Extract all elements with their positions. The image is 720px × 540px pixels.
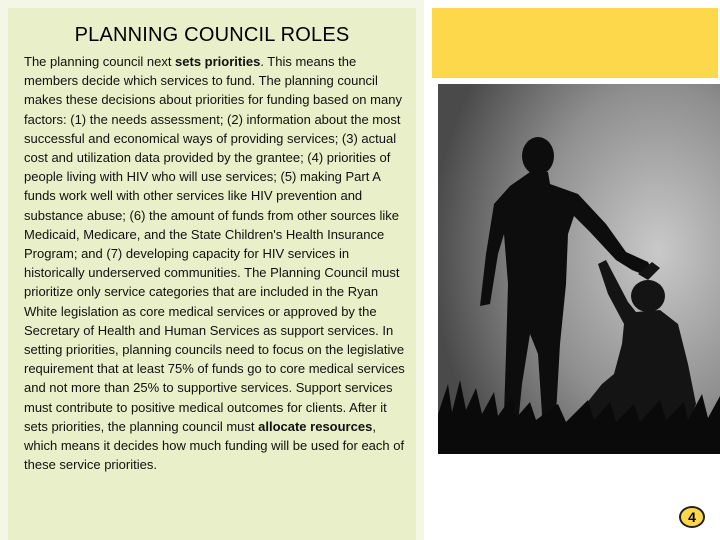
accent-block xyxy=(432,8,718,78)
helping-hand-silhouette-image xyxy=(438,84,720,454)
body-text-part-2: . This means the members decide which services to fund. The planning council makes these decisions about priorities for funding based on many factors: (1) the needs assessment; (2) information about the most successful and economical ways of providing services; (3) actual cost and utilization data provided by the grantee; (4) priorities of people living with HIV who will use services; (5) making Part A funds work well with other services like HIV prevention and substance abuse; (6) the amount of funds from other sources like Medicaid, Medicare, and the State Children's Health Insurance Program; and (7) developing capacity for HIV services in historically underserved communities. The Planning Council must prioritize only service categories that are included in the Ryan White legislation as core medical services or approved by the Secretary of Health and Human Services as support services. In setting priorities, planning councils need to focus on the legislative requirement that at least 75% of funds go to core medical services and not more than 25% to supportive services. Support services must contribute to positive medical outcomes for clients. After it sets priorities, the planning council must xyxy=(24,54,405,434)
body-bold-sets-priorities: sets priorities xyxy=(175,54,261,69)
body-text-part-3: , which means it decides how much funding will be used for each of these service priorities. xyxy=(24,418,405,473)
page-number-badge: 4 xyxy=(679,506,705,528)
body-paragraph xyxy=(24,52,408,474)
body-text-part-1: The planning council next xyxy=(24,54,176,69)
slide-title: PLANNING COUNCIL ROLES xyxy=(74,24,350,46)
body-bold-allocate-resources: allocate resources xyxy=(258,418,373,434)
